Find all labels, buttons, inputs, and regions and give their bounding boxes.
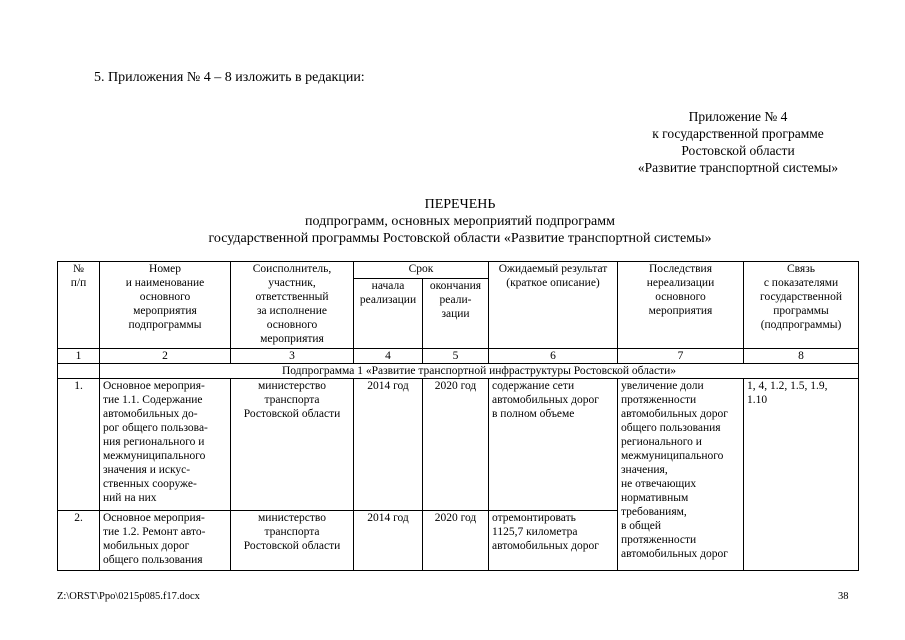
- row-link: [744, 511, 859, 571]
- column-number: 2: [100, 349, 231, 364]
- column-number: 8: [744, 349, 859, 364]
- row-measure-name: Основное мероприя- тие 1.2. Ремонт авто- мобильных дорог общего пользования: [100, 511, 231, 571]
- row-result: отремонтировать 1125,7 километра автомобильных дорог: [489, 511, 618, 571]
- column-number: 5: [423, 349, 489, 364]
- row-end: 2020 год: [423, 511, 489, 571]
- column-number: 6: [489, 349, 618, 364]
- appendix-block: [600, 108, 876, 176]
- header-coexecutor: Соисполнитель, участник, ответственный за исполнение основного мероприятия: [231, 262, 354, 349]
- row-coexecutor: министерство транспорта Ростовской области: [231, 511, 354, 571]
- header-consequences: Последствия нереализации основного мероприятия: [618, 262, 744, 349]
- header-num: № п/п: [58, 262, 100, 349]
- appendix-line: Ростовской области: [681, 143, 795, 158]
- appendix-line: к государственной программе: [652, 126, 824, 141]
- document-heading: [120, 196, 800, 247]
- heading-subtitle: подпрограмм, основных мероприятий подпрограмм: [305, 214, 615, 229]
- measures-table: [57, 261, 859, 571]
- subprogram-num-cell: [58, 364, 100, 379]
- row-link: 1, 4, 1.2, 1.5, 1.9, 1.10: [744, 379, 859, 511]
- row-measure-name: Основное мероприя- тие 1.1. Содержание автомобильных до- рог общего пользова- ния регионального и межмуниципального значения и искус- ственных сооруже- ний на них: [100, 379, 231, 511]
- header-result: Ожидаемый результат (краткое описание): [489, 262, 618, 349]
- footer-page-number: 38: [838, 591, 849, 602]
- column-number: 1: [58, 349, 100, 364]
- header-link: Связь с показателями государственной программы (подпрограммы): [744, 262, 859, 349]
- column-numbers-row: [58, 349, 859, 364]
- row-coexecutor: министерство транспорта Ростовской области: [231, 379, 354, 511]
- footer-file-path: Z:\ORST\Ppo\0215p085.f17.docx: [57, 591, 200, 602]
- header-end: окончания реали- зации: [423, 279, 489, 349]
- header-name: Номер и наименование основного мероприятия подпрограммы: [100, 262, 231, 349]
- subprogram-title: Подпрограмма 1 «Развитие транспортной инфраструктуры Ростовской области»: [100, 364, 859, 379]
- intro-text: 5. Приложения № 4 – 8 изложить в редакции:: [94, 70, 365, 85]
- appendix-line: Приложение № 4: [688, 109, 788, 124]
- column-number: 3: [231, 349, 354, 364]
- column-number: 4: [354, 349, 423, 364]
- row-result: содержание сети автомобильных дорог в полном объеме: [489, 379, 618, 511]
- subprogram-row: [58, 364, 859, 379]
- row-start: 2014 год: [354, 379, 423, 511]
- header-start: начала реализации: [354, 279, 423, 349]
- row-start: 2014 год: [354, 511, 423, 571]
- header-term: Срок: [354, 262, 489, 279]
- heading-subtitle: государственной программы Ростовской области «Развитие транспортной системы»: [208, 231, 712, 246]
- appendix-line: «Развитие транспортной системы»: [637, 160, 839, 175]
- row-num: 1.: [58, 379, 100, 511]
- table-row: [58, 379, 859, 511]
- heading-title: ПЕРЕЧЕНЬ: [424, 197, 496, 212]
- row-consequences: увеличение доли протяженности автомобильных дорог общего пользования регионального и межмуниципального значения, не отвечающих нормативным требованиям, в общей протяженности автомобильных дорог: [618, 379, 744, 571]
- column-number: 7: [618, 349, 744, 364]
- row-end: 2020 год: [423, 379, 489, 511]
- row-num: 2.: [58, 511, 100, 571]
